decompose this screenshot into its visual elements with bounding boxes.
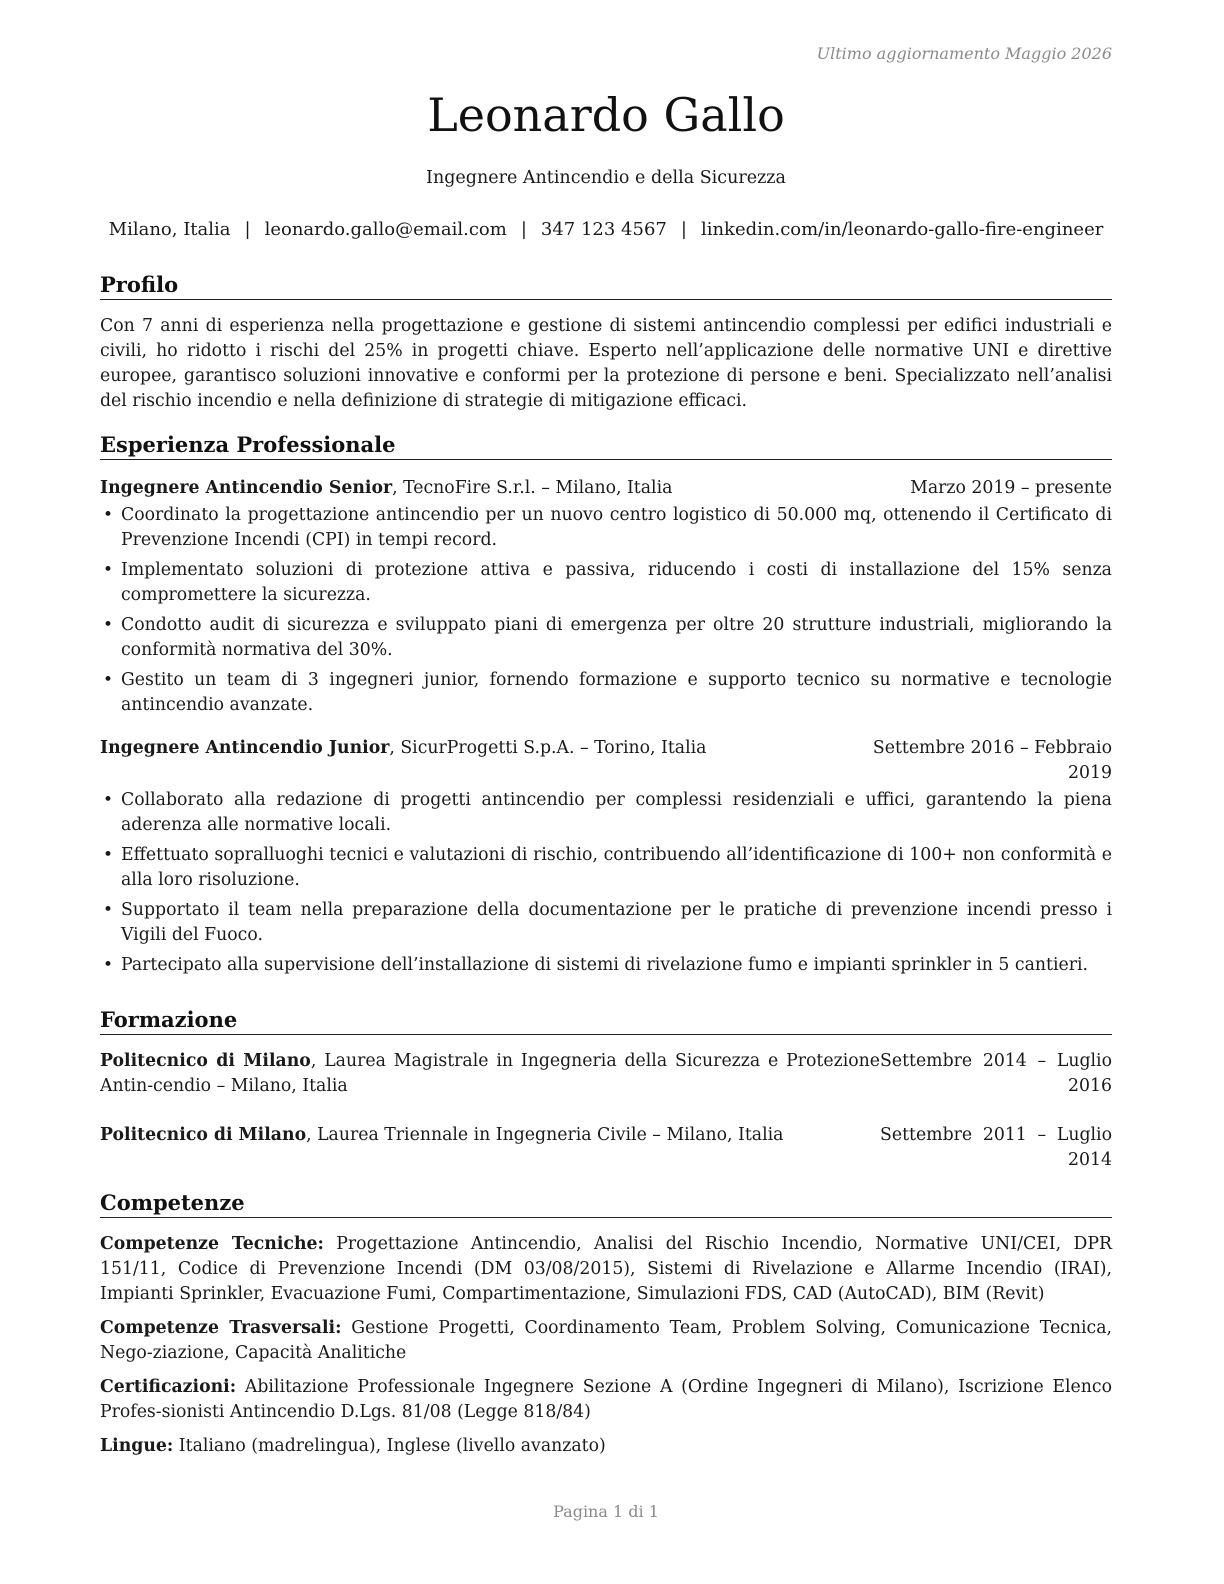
contact-linkedin[interactable]: linkedin.com/in/leonardo-gallo-fire-engineer xyxy=(700,219,1104,240)
skill-item xyxy=(100,1434,1112,1459)
bullet-icon: • xyxy=(103,615,114,635)
resume-page xyxy=(100,0,1112,1584)
contact-line xyxy=(100,219,1112,240)
skill-label: Competenze Trasversali: xyxy=(100,1318,342,1338)
job-bullet: • Coordinato la progettazione antincendio per un nuovo centro logistico di 50.000 mq, ottenendo il Certificato di Prevenzione Incendi (CPI) in tempi record. xyxy=(103,505,1112,550)
job-entry xyxy=(100,476,1112,718)
bullet-icon: • xyxy=(103,955,114,975)
skill-label: Certificazioni: xyxy=(100,1377,237,1397)
education-degree: , Laurea Triennale in Ingegneria Civile – Milano, Italia xyxy=(306,1125,784,1145)
education-section xyxy=(100,1007,1112,1173)
bullet-icon: • xyxy=(103,900,114,920)
job-bullet: • Collaborato alla redazione di progetti antincendio per complessi residenziali e uffici, garantendo la piena aderenza alle normative locali. xyxy=(103,790,1112,835)
skills-section xyxy=(100,1190,1112,1459)
job-bullet: • Condotto audit di sicurezza e sviluppato piani di emergenza per oltre 20 strutture industriali, migliorando la conformità normativa del 30%. xyxy=(103,615,1112,660)
skill-item xyxy=(100,1232,1112,1307)
page-number: Pagina 1 di 1 xyxy=(553,1502,659,1521)
job-bullet: • Effettuato sopralluoghi tecnici e valutazioni di rischio, contribuendo all’identificazione di 100+ non conformità e alla loro risoluzione. xyxy=(103,845,1112,890)
bullet-icon: • xyxy=(103,505,114,525)
contact-email[interactable]: leonardo.gallo@email.com xyxy=(264,219,507,240)
skill-text: Abilitazione Professionale Ingegnere Sezione A (Ordine Ingegneri di Milano), Iscrizione Elenco Profes-sionisti Antincendio D.Lgs. 81/08 (Legge 818/84) xyxy=(100,1377,1112,1422)
job-bullet: • Implementato soluzioni di protezione attiva e passiva, riducendo i costi di installazione del 15% senza compromettere la sicurezza. xyxy=(103,560,1112,605)
education-heading: Formazione xyxy=(100,1007,1112,1035)
job-company: , TecnoFire S.r.l. – Milano, Italia xyxy=(392,478,673,498)
skill-label: Lingue: xyxy=(100,1436,174,1456)
skill-item xyxy=(100,1375,1112,1425)
job-bullets xyxy=(100,503,1112,718)
job-entry xyxy=(100,736,1112,978)
job-header xyxy=(100,736,1112,786)
education-school: Politecnico di Milano xyxy=(100,1125,307,1145)
skill-item xyxy=(100,1316,1112,1366)
job-role: Ingegnere Antincendio Senior xyxy=(100,478,393,498)
contact-phone[interactable]: 347 123 4567 xyxy=(540,219,667,240)
education-entry xyxy=(100,1123,1112,1173)
bullet-icon: • xyxy=(103,845,114,865)
skills-heading: Competenze xyxy=(100,1190,1112,1218)
skill-text: Italiano (madrelingua), Inglese (livello avanzato) xyxy=(173,1436,606,1456)
job-bullets xyxy=(100,788,1112,978)
bullet-icon: • xyxy=(103,560,114,580)
candidate-title: Ingegnere Antincendio e della Sicurezza xyxy=(426,168,786,188)
profile-heading: Profilo xyxy=(100,272,1112,300)
job-company: , SicurProgetti S.p.A. – Torino, Italia xyxy=(389,738,707,758)
profile-section xyxy=(100,272,1112,414)
profile-text: Con 7 anni di esperienza nella progettazione e gestione di sistemi antincendio complessi per edifici industriali e civili, ho ridotto i rischi del 25% in progetti chiave. Esperto nell’applicazione delle normative UNI e direttive europee, garantisco soluzioni innovative e conformi per la protezione di persone e beni. Specializzato nell’analisi del rischio incendio e nella definizione di strategie di mitigazione efficaci. xyxy=(100,316,1112,411)
education-dates: Settembre 2011 – Luglio 2014 xyxy=(880,1125,1112,1170)
skill-label: Competenze Tecniche: xyxy=(100,1234,324,1254)
skill-text: Gestione Progetti, Coordinamento Team, Problem Solving, Comunicazione Tecnica, Nego-ziazione, Capacità Analitiche xyxy=(100,1318,1112,1363)
job-role: Ingegnere Antincendio Junior xyxy=(100,738,390,758)
job-dates: Marzo 2019 – presente xyxy=(910,478,1112,498)
candidate-name: Leonardo Gallo xyxy=(427,88,785,142)
bullet-icon: • xyxy=(103,670,114,690)
skill-text: Progettazione Antincendio, Analisi del Rischio Incendio, Normative UNI/CEI, DPR 151/11, Codice di Prevenzione Incendi (DM 03/08/2015), Sistemi di Rivelazione e Allarme Incendio (IRAI), Impianti Sprinkler, Evacuazione Fumi, Compartimentazione, Simulazioni FDS, CAD (AutoCAD), BIM (Revit) xyxy=(100,1234,1112,1304)
job-bullet: • Partecipato alla supervisione dell’installazione di sistemi di rivelazione fumo e impianti sprinkler in 5 cantieri. xyxy=(100,953,1112,978)
experience-section xyxy=(100,432,1112,983)
education-entry xyxy=(100,1049,1112,1099)
education-dates: Settembre 2014 – Luglio 2016 xyxy=(880,1051,1112,1096)
job-header xyxy=(100,476,1112,501)
job-bullet: • Supportato il team nella preparazione della documentazione per le pratiche di prevenzione incendi presso i Vigili del Fuoco. xyxy=(103,900,1112,945)
experience-heading: Esperienza Professionale xyxy=(100,432,1112,460)
education-degree: , Laurea Magistrale in Ingegneria della Sicurezza e Protezione Antin-cendio – Milano, Italia xyxy=(100,1051,880,1096)
contact-separator: | xyxy=(244,219,251,240)
education-school: Politecnico di Milano xyxy=(100,1051,311,1071)
job-bullet: • Gestito un team di 3 ingegneri junior, fornendo formazione e supporto tecnico su normative e tecnologie antincendio avanzate. xyxy=(103,670,1112,715)
last-updated: Ultimo aggiornamento Maggio 2026 xyxy=(816,44,1112,63)
contact-separator: | xyxy=(520,219,527,240)
contact-separator: | xyxy=(680,219,687,240)
bullet-icon: • xyxy=(103,790,114,810)
job-dates: Settembre 2016 – Febbraio 2019 xyxy=(872,738,1112,783)
contact-location: Milano, Italia xyxy=(108,219,231,240)
